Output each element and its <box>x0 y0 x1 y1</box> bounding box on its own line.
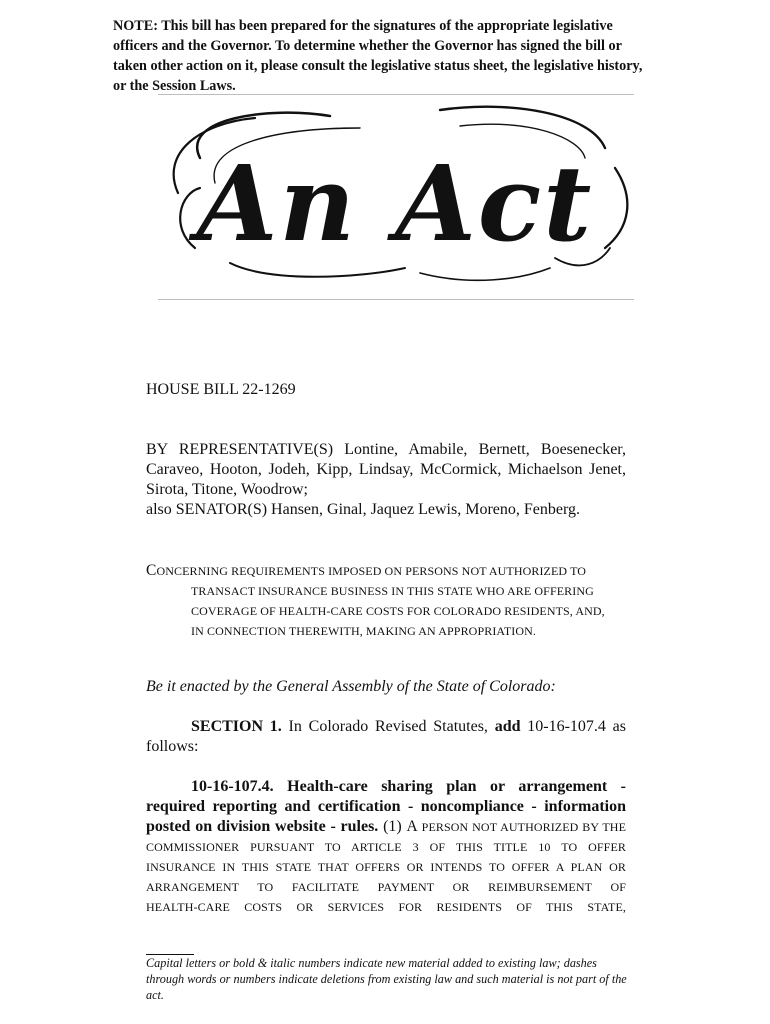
enacting-clause: Be it enacted by the General Assembly of the State of Colorado: <box>146 678 556 695</box>
statute-line: HEALTH-CARE COSTS OR SERVICES FOR RESIDENTS OF THIS STATE, <box>146 900 626 914</box>
section-1-line: follows: <box>146 738 199 755</box>
header-divider-bottom <box>158 299 634 300</box>
subsection-text: PERSON NOT AUTHORIZED BY THE <box>417 820 627 834</box>
section-1-line <box>146 717 626 737</box>
statute-line: ARRANGEMENT TO FACILITATE PAYMENT OR REIMBURSEMENT OF <box>146 880 626 894</box>
concerning-initial: C <box>146 562 157 579</box>
subsection-initial: A <box>406 818 418 835</box>
section-heading: SECTION 1. <box>191 718 282 735</box>
concerning-line: COVERAGE OF HEALTH-CARE COSTS FOR COLORADO RESIDENTS, AND, <box>191 604 605 618</box>
statute-text <box>146 777 626 917</box>
sponsors-line: also SENATOR(S) Hansen, Ginal, Jaquez Lewis, Moreno, Fenberg. <box>146 501 581 518</box>
statute-line: COMMISSIONER PURSUANT TO ARTICLE 3 OF THIS TITLE 10 TO OFFER <box>146 840 626 854</box>
header-divider-top <box>158 94 634 95</box>
section-text: 10-16-107.4 as <box>520 718 627 735</box>
section-text: In Colorado Revised Statutes, <box>281 718 495 735</box>
section-add: add <box>494 718 521 735</box>
concerning-line <box>146 561 626 581</box>
sponsors-block <box>146 440 626 520</box>
sponsors-line: BY REPRESENTATIVE(S) Lontine, Amabile, Bernett, Boesenecker, <box>146 441 626 458</box>
concerning-line: IN CONNECTION THEREWITH, MAKING AN APPROPRIATION. <box>191 624 537 638</box>
statute-heading-end: posted on division website - rules. <box>146 818 379 835</box>
title-concerning <box>146 561 626 641</box>
concerning-line: TRANSACT INSURANCE BUSINESS IN THIS STATE WHO ARE OFFERING <box>191 584 594 598</box>
subsection-number: (1) <box>378 818 407 835</box>
section-1 <box>146 717 626 757</box>
statute-heading-line: required reporting and certification - noncompliance - information <box>146 798 626 815</box>
statute-line: INSURANCE IN THIS STATE THAT OFFERS OR INTENDS TO OFFER A PLAN OR <box>146 860 626 874</box>
statute-line <box>146 817 626 837</box>
an-act-logo-text: An Act <box>196 142 594 265</box>
legislative-note: NOTE: This bill has been prepared for the signatures of the appropriate legislative officers and the Governor. To determine whether the Governor has signed the bill or taken other action on it, please consult the legislative status sheet, the legislative history, or the Session Laws. <box>113 18 643 94</box>
concerning-text: ONCERNING REQUIREMENTS IMPOSED ON PERSONS NOT AUTHORIZED TO <box>156 564 587 578</box>
sponsors-line: Caraveo, Hooton, Jodeh, Kipp, Lindsay, McCormick, Michaelson Jenet, <box>146 461 626 478</box>
sponsors-line: Sirota, Titone, Woodrow; <box>146 481 308 498</box>
footnote: Capital letters or bold & italic numbers indicate new material added to existing law; dashes through words or numbers indicate deletions from existing law and such material is not part of the act. <box>146 956 627 1002</box>
bill-number: HOUSE BILL 22-1269 <box>146 381 296 398</box>
statute-heading-line: 10-16-107.4. Health-care sharing plan or arrangement - <box>191 778 626 795</box>
an-act-logo <box>160 98 630 294</box>
